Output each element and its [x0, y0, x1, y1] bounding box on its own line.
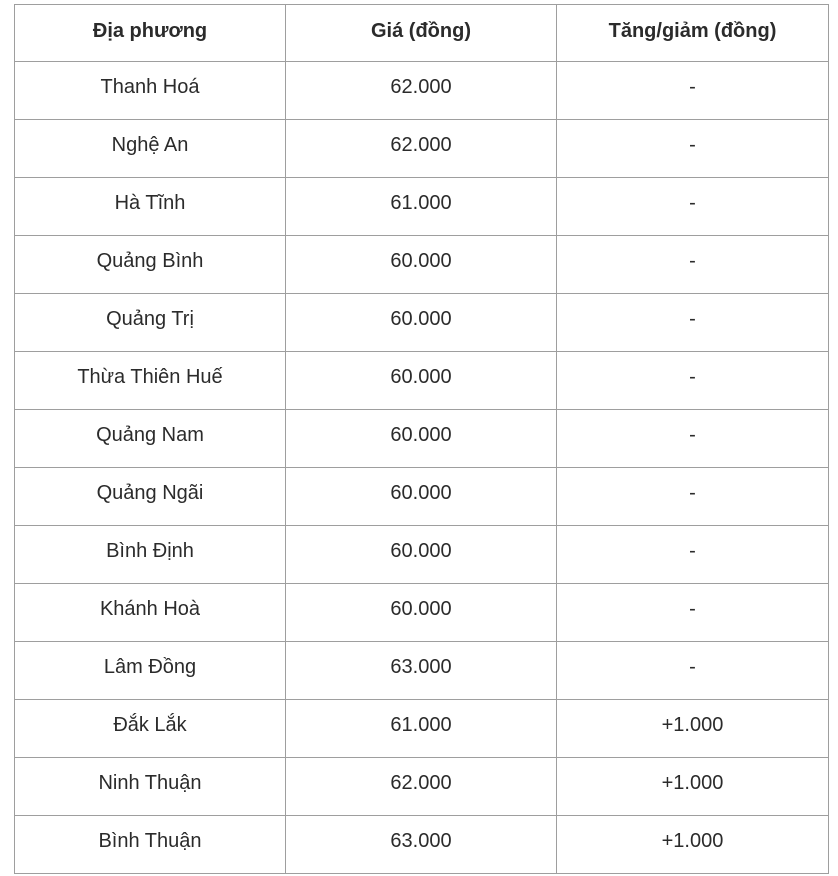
change-cell: -: [557, 584, 829, 642]
price-cell: 62.000: [286, 62, 557, 120]
change-cell: -: [557, 642, 829, 700]
region-cell: Nghệ An: [15, 120, 286, 178]
table-row: [15, 642, 829, 700]
change-cell: -: [557, 178, 829, 236]
price-cell: 63.000: [286, 642, 557, 700]
region-cell: Ninh Thuận: [15, 758, 286, 816]
region-cell: Quảng Trị: [15, 294, 286, 352]
price-cell: 60.000: [286, 410, 557, 468]
table-row: [15, 816, 829, 874]
table-row: [15, 758, 829, 816]
change-cell: -: [557, 120, 829, 178]
region-cell: Quảng Bình: [15, 236, 286, 294]
region-cell: Đắk Lắk: [15, 700, 286, 758]
price-cell: 60.000: [286, 584, 557, 642]
change-cell: -: [557, 294, 829, 352]
price-cell: 60.000: [286, 468, 557, 526]
table-row: [15, 178, 829, 236]
table-row: [15, 294, 829, 352]
change-cell: +1.000: [557, 700, 829, 758]
table-row: [15, 410, 829, 468]
table-row: [15, 700, 829, 758]
table-row: [15, 352, 829, 410]
change-cell: -: [557, 526, 829, 584]
region-cell: Bình Thuận: [15, 816, 286, 874]
region-cell: Lâm Đồng: [15, 642, 286, 700]
price-cell: 62.000: [286, 120, 557, 178]
region-cell: Thanh Hoá: [15, 62, 286, 120]
price-table: [14, 4, 829, 874]
change-cell: -: [557, 236, 829, 294]
column-header-price: Giá (đồng): [286, 5, 557, 62]
price-cell: 61.000: [286, 700, 557, 758]
header-row: [15, 5, 829, 62]
column-header-change: Tăng/giảm (đồng): [557, 5, 829, 62]
change-cell: +1.000: [557, 816, 829, 874]
region-cell: Thừa Thiên Huế: [15, 352, 286, 410]
region-cell: Hà Tĩnh: [15, 178, 286, 236]
change-cell: -: [557, 62, 829, 120]
change-cell: -: [557, 352, 829, 410]
change-cell: -: [557, 410, 829, 468]
price-cell: 60.000: [286, 352, 557, 410]
price-cell: 62.000: [286, 758, 557, 816]
price-cell: 61.000: [286, 178, 557, 236]
price-cell: 63.000: [286, 816, 557, 874]
region-cell: Quảng Ngãi: [15, 468, 286, 526]
table-row: [15, 120, 829, 178]
table-row: [15, 526, 829, 584]
region-cell: Khánh Hoà: [15, 584, 286, 642]
change-cell: -: [557, 468, 829, 526]
change-cell: +1.000: [557, 758, 829, 816]
region-cell: Quảng Nam: [15, 410, 286, 468]
region-cell: Bình Định: [15, 526, 286, 584]
table-row: [15, 468, 829, 526]
table-row: [15, 236, 829, 294]
price-cell: 60.000: [286, 294, 557, 352]
table-row: [15, 584, 829, 642]
price-cell: 60.000: [286, 236, 557, 294]
column-header-region: Địa phương: [15, 5, 286, 62]
table-row: [15, 62, 829, 120]
price-cell: 60.000: [286, 526, 557, 584]
